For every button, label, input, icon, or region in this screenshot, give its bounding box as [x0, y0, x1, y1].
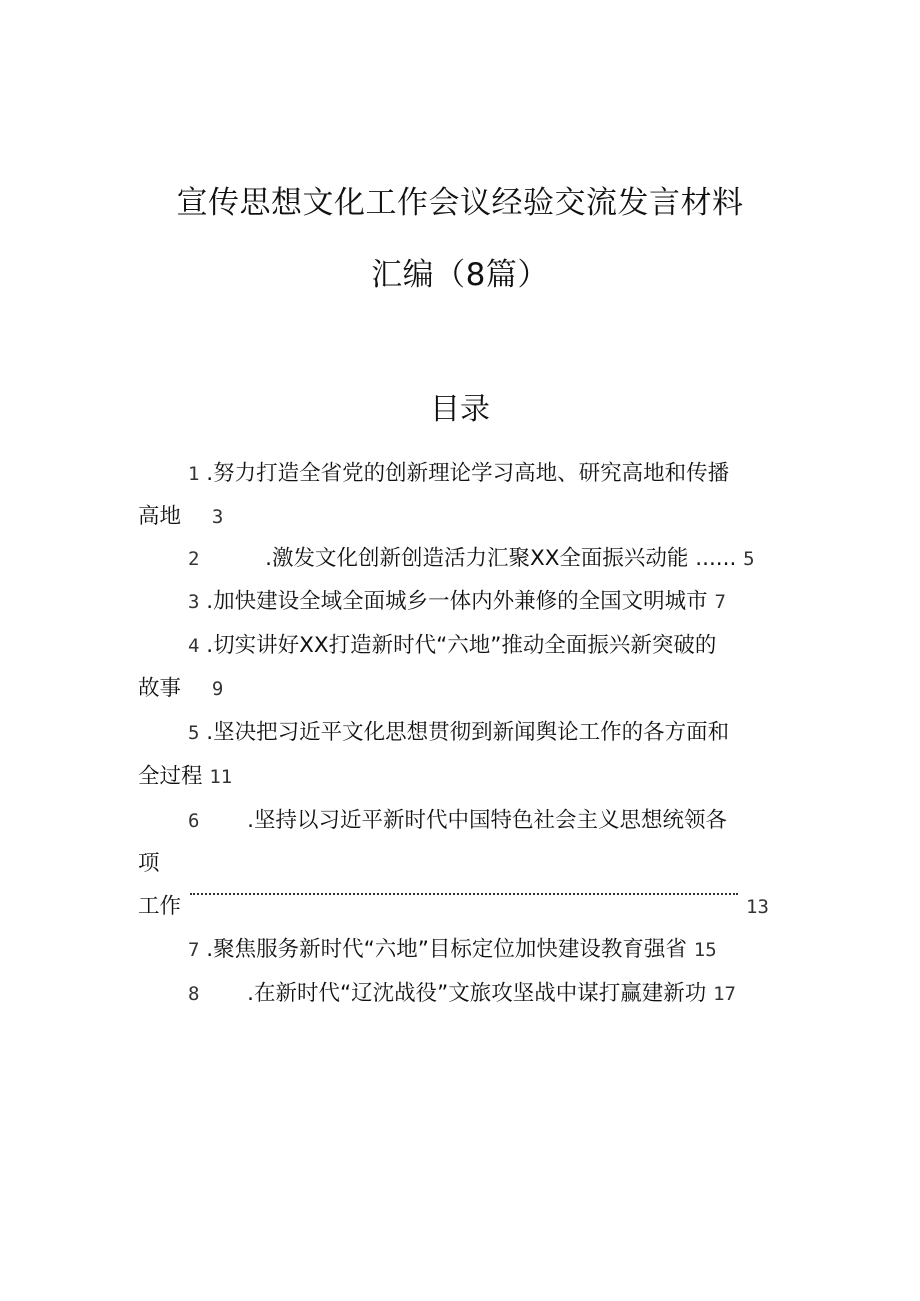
document-title-line-1: 宣传思想文化工作会议经验交流发言材料: [176, 185, 744, 221]
toc-entry-6-continued-2: [138, 892, 181, 922]
toc-number: 4: [188, 635, 200, 657]
toc-page-number: 9: [211, 678, 224, 700]
toc-page-number: 5: [743, 548, 755, 570]
toc-number: 7: [188, 939, 200, 961]
toc-number: 2: [188, 548, 200, 570]
toc-text: .切实讲好XX打造新时代“六地”推动全面振兴新突破的: [206, 633, 717, 658]
toc-entry-5-continued: [138, 762, 232, 792]
toc-page-number: 3: [211, 506, 224, 528]
toc-text: 全过程: [138, 764, 203, 789]
toc-entry-1: [188, 459, 729, 489]
toc-number: 5: [188, 722, 200, 744]
toc-number: 8: [188, 983, 200, 1005]
toc-text: .加快建设全域全面城乡一体内外兼修的全国文明城市: [206, 589, 708, 614]
toc-text: .聚焦服务新时代“六地”目标定位加快建设教育强省: [206, 937, 687, 962]
toc-text: 故事: [138, 676, 182, 701]
toc-leader: ......: [695, 546, 737, 571]
toc-page-number: 7: [714, 591, 726, 613]
toc-text: .激发文化创新创造活力汇聚XX全面振兴动能: [265, 546, 689, 571]
toc-entry-7: [188, 935, 717, 965]
toc-entry-4: [188, 631, 716, 661]
toc-entry-6-continued: [138, 849, 160, 879]
toc-text: .在新时代“辽沈战役”文旅攻坚战中谋打赢建新功: [247, 981, 707, 1006]
toc-entry-6: [188, 806, 727, 836]
toc-text: 项: [138, 851, 160, 876]
toc-entry-6-page: [746, 892, 769, 922]
toc-page-number: 15: [693, 939, 717, 961]
toc-dot-leader: [190, 893, 738, 895]
toc-number: 1: [188, 463, 200, 485]
toc-page-number: 13: [746, 896, 769, 918]
toc-text: 高地: [138, 504, 182, 529]
toc-entry-8: [188, 979, 736, 1009]
toc-page-number: 17: [713, 983, 736, 1005]
toc-entry-3: [188, 587, 726, 617]
toc-number: 3: [188, 591, 200, 613]
toc-text: .坚决把习近平文化思想贯彻到新闻舆论工作的各方面和: [206, 720, 730, 745]
toc-entry-5: [188, 718, 729, 748]
toc-entry-1-continued: [138, 502, 223, 532]
document-title-line-2: 汇编（8篇）: [371, 257, 549, 293]
toc-page-number: 11: [209, 766, 233, 788]
toc-text: .努力打造全省党的创新理论学习高地、研究高地和传播: [206, 461, 730, 486]
toc-text: 工作: [138, 894, 182, 919]
toc-text: .坚持以习近平新时代中国特色社会主义思想统领各: [247, 808, 727, 833]
toc-entry-4-continued: [138, 674, 223, 704]
toc-entry-2: [188, 544, 755, 574]
toc-heading: 目录: [430, 392, 490, 427]
toc-number: 6: [188, 810, 200, 832]
